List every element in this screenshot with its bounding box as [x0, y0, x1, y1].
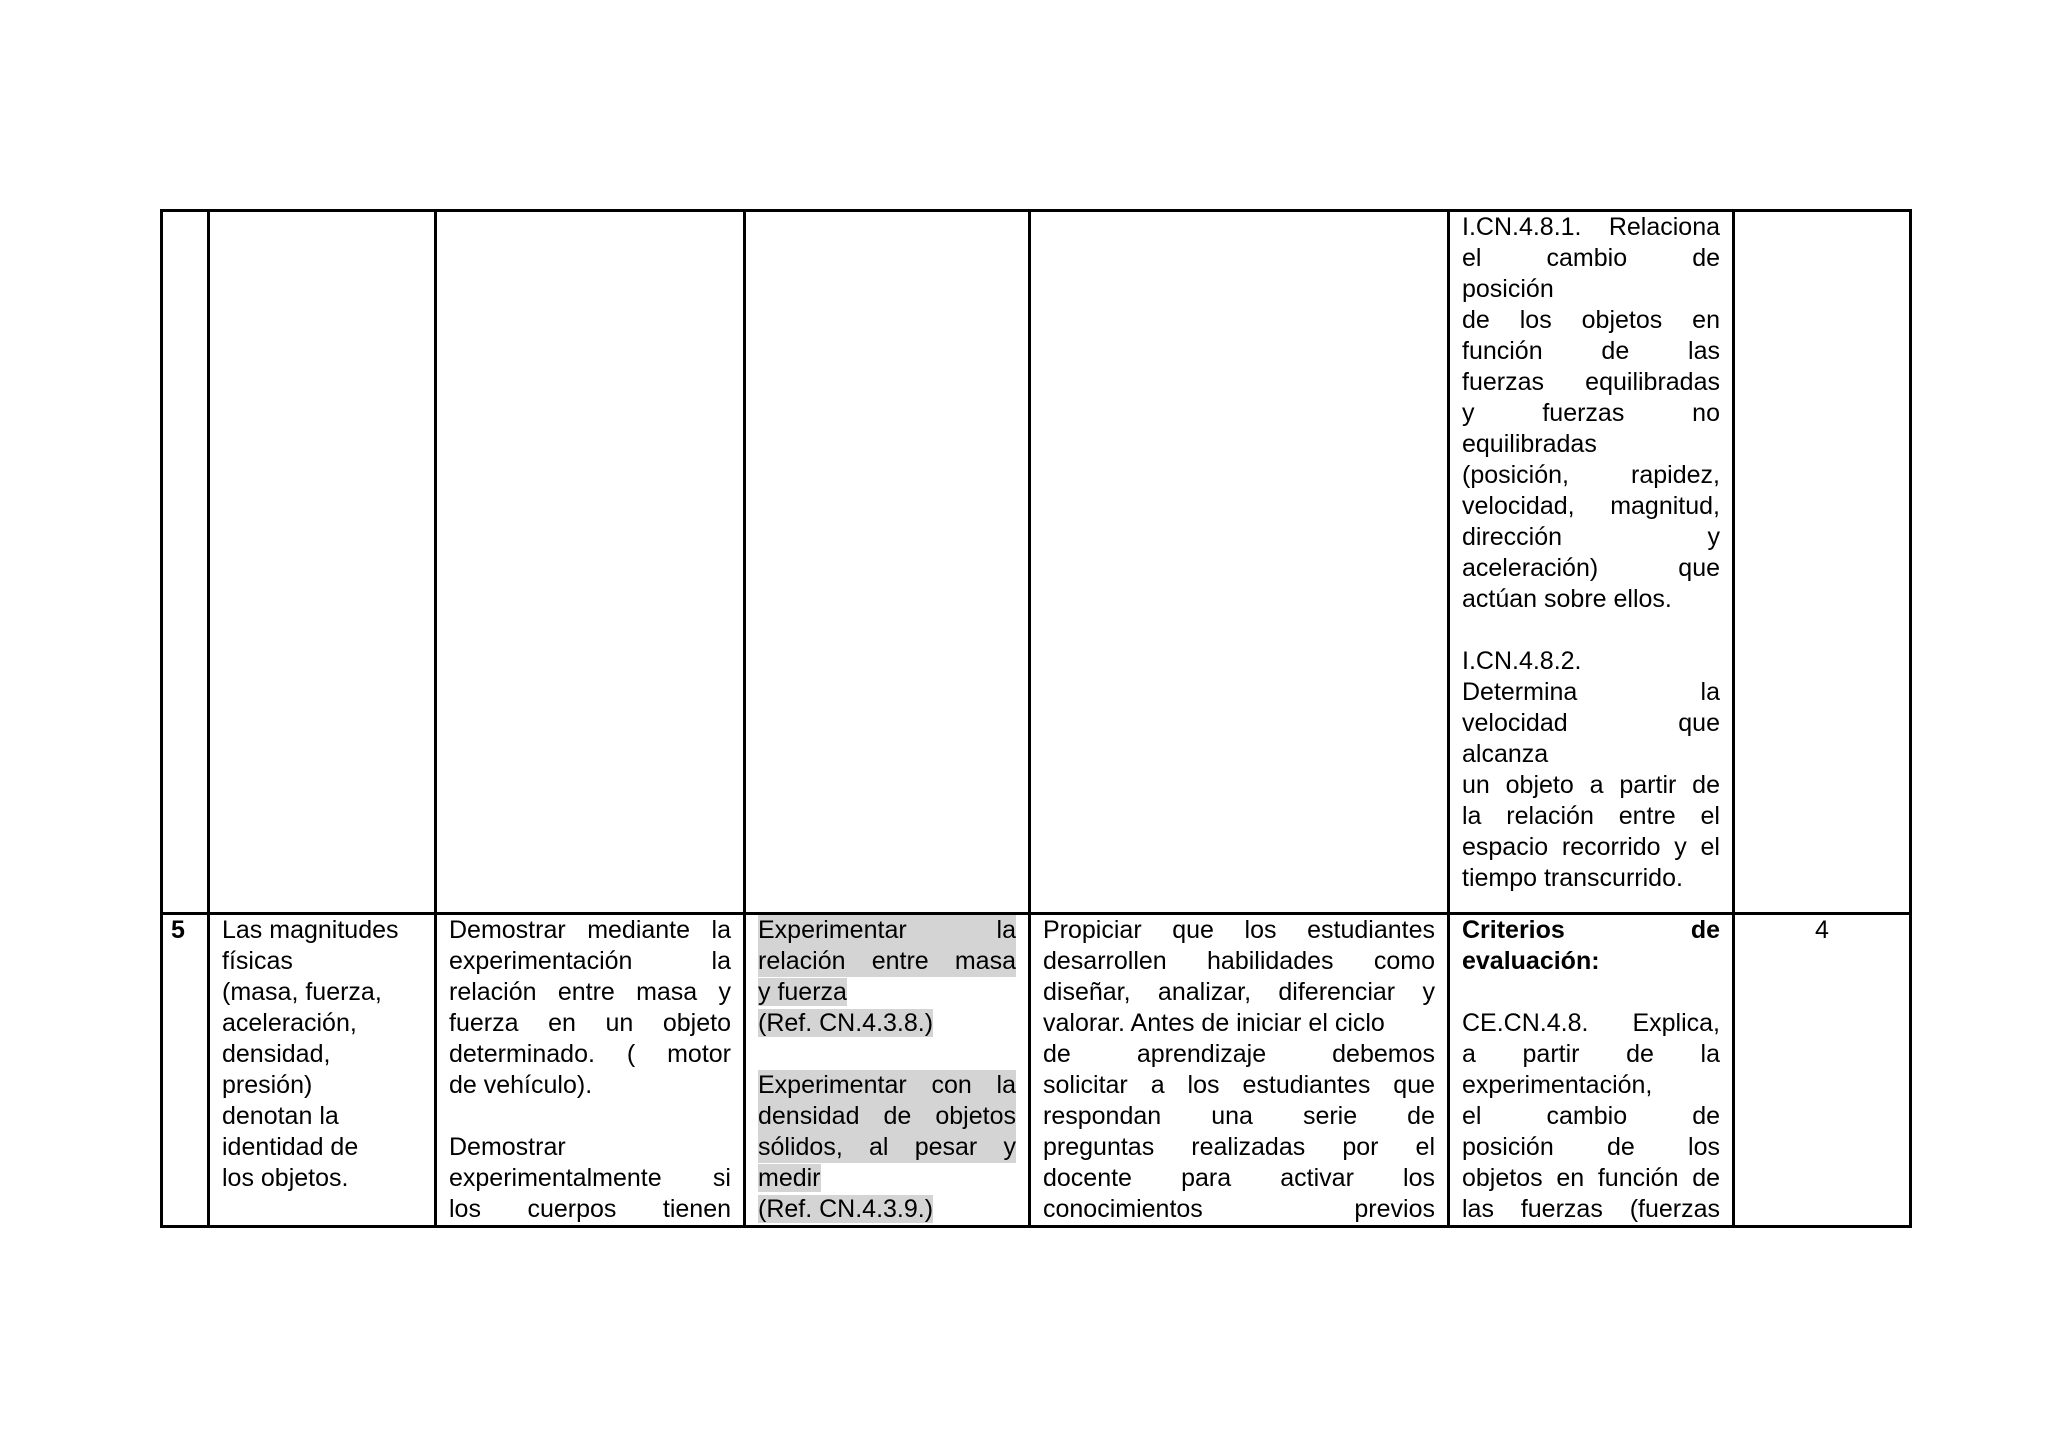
skill-cell: [745, 211, 1030, 914]
text-line: y fuerzas no: [1462, 399, 1720, 427]
text-line: identidad de: [222, 1133, 359, 1161]
table-row-5: [162, 914, 1911, 1227]
text-line: Demostrar: [449, 1133, 566, 1161]
method-cell: [1030, 914, 1449, 1227]
text-line: respondan una serie de: [1043, 1102, 1435, 1130]
text-line: velocidad, magnitud,: [1462, 492, 1720, 520]
text-line: I.CN.4.8.1. Relaciona: [1462, 213, 1720, 241]
topic-cell: [209, 211, 436, 914]
text-line: Experimentar con la: [758, 1071, 1016, 1099]
planning-table: [160, 209, 1912, 1228]
text-line: preguntas realizadas por el: [1043, 1133, 1435, 1161]
skill-block-1: [758, 915, 1016, 1039]
text-line: valorar. Antes de iniciar el ciclo: [1043, 1009, 1385, 1037]
text-line: un objeto a partir de: [1462, 771, 1720, 799]
row-number: 5: [162, 914, 209, 1227]
text-line: la relación entre el: [1462, 802, 1720, 830]
text-line: I.CN.4.8.2.: [1462, 647, 1582, 675]
text-line: relación entre masa y: [449, 978, 731, 1006]
text-line: posición de los: [1462, 1133, 1720, 1161]
periods-value: 4: [1734, 914, 1911, 1227]
method-text: [1043, 915, 1435, 1225]
text-line: los cuerpos tienen: [449, 1195, 731, 1223]
text-line: densidad,: [222, 1040, 331, 1068]
text-line: (Ref. CN.4.3.8.): [758, 1009, 934, 1037]
text-line: experimentalmente si: [449, 1164, 731, 1192]
topic-cell: [209, 914, 436, 1227]
text-line: de aprendizaje debemos: [1043, 1040, 1435, 1068]
text-line: fuerza en un objeto: [449, 1009, 731, 1037]
text-line: velocidad que: [1462, 709, 1720, 737]
indicators-cell: [1449, 211, 1734, 914]
text-line: dirección y: [1462, 523, 1720, 551]
text-line: el cambio de: [1462, 244, 1720, 272]
text-line: CE.CN.4.8. Explica,: [1462, 1009, 1720, 1037]
text-line: físicas: [222, 947, 293, 975]
text-line: Experimentar la: [758, 916, 1016, 944]
text-line: a partir de la: [1462, 1040, 1720, 1068]
text-line: Propiciar que los estudiantes: [1043, 916, 1435, 944]
text-line: relación entre masa: [758, 947, 1016, 975]
text-line: los objetos.: [222, 1164, 349, 1192]
text-line: y fuerza: [758, 978, 847, 1006]
periods-cell: [1734, 211, 1911, 914]
text-line: solicitar a los estudiantes que: [1043, 1071, 1435, 1099]
evaluation-text: [1462, 1008, 1720, 1225]
text-line: densidad de objetos: [758, 1102, 1016, 1130]
text-line: docente para activar los: [1043, 1164, 1435, 1192]
text-line: el cambio de: [1462, 1102, 1720, 1130]
text-line: experimentación,: [1462, 1071, 1653, 1099]
objective-cell: [436, 211, 745, 914]
text-line: presión): [222, 1071, 313, 1099]
table-row-continued: [162, 211, 1911, 914]
objective-block-1: [449, 915, 731, 1101]
indicator-block-1: [1462, 212, 1720, 615]
text-line: Criterios de: [1462, 916, 1720, 944]
text-line: de los objetos en: [1462, 306, 1720, 334]
text-line: conocimientos previos: [1043, 1195, 1435, 1223]
text-line: función de las: [1462, 337, 1720, 365]
text-line: determinado. ( motor: [449, 1040, 731, 1068]
objective-cell: [436, 914, 745, 1227]
text-line: desarrollen habilidades como: [1043, 947, 1435, 975]
text-line: Las magnitudes: [222, 916, 399, 944]
text-line: equilibradas: [1462, 430, 1597, 458]
text-line: posición: [1462, 275, 1554, 303]
objective-block-2: [449, 1132, 731, 1225]
skill-cell: [745, 914, 1030, 1227]
text-line: objetos en función de: [1462, 1164, 1720, 1192]
text-line: experimentación la: [449, 947, 731, 975]
text-line: (masa, fuerza,: [222, 978, 382, 1006]
text-line: aceleración) que: [1462, 554, 1720, 582]
indicator-block-2: [1462, 646, 1720, 894]
evaluation-cell: [1449, 914, 1734, 1227]
text-line: medir: [758, 1164, 821, 1192]
skill-block-2: [758, 1070, 1016, 1225]
text-line: espacio recorrido y el: [1462, 833, 1720, 861]
text-line: denotan la: [222, 1102, 339, 1130]
method-cell: [1030, 211, 1449, 914]
text-line: alcanza: [1462, 740, 1549, 768]
text-line: de vehículo).: [449, 1071, 593, 1099]
text-line: tiempo transcurrido.: [1462, 864, 1683, 892]
number-cell: [162, 211, 209, 914]
text-line: las fuerzas (fuerzas: [1462, 1195, 1720, 1223]
evaluation-heading: [1462, 915, 1720, 977]
text-line: diseñar, analizar, diferenciar y: [1043, 978, 1435, 1006]
text-line: Demostrar mediante la: [449, 916, 731, 944]
text-line: aceleración,: [222, 1009, 357, 1037]
text-line: sólidos, al pesar y: [758, 1133, 1016, 1161]
text-line: (posición, rapidez,: [1462, 461, 1720, 489]
text-line: evaluación:: [1462, 947, 1600, 975]
text-line: fuerzas equilibradas: [1462, 368, 1720, 396]
text-line: actúan sobre ellos.: [1462, 585, 1672, 613]
topic-text: [222, 915, 422, 1194]
text-line: (Ref. CN.4.3.9.): [758, 1195, 934, 1223]
text-line: Determina la: [1462, 678, 1720, 706]
